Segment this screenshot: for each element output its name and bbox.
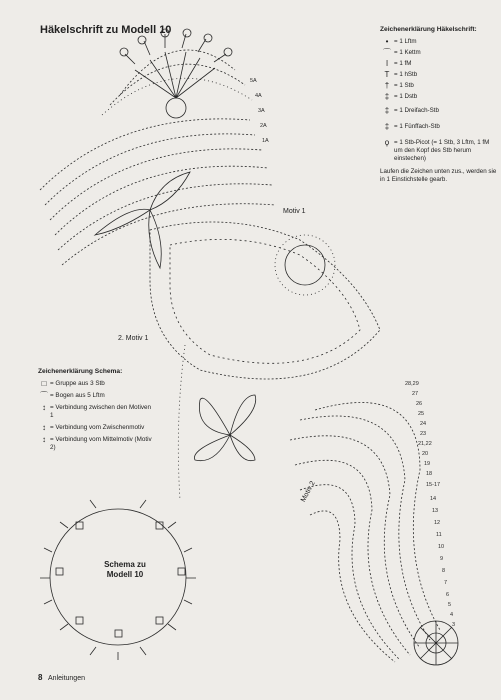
group-square-icon: □ — [41, 379, 47, 389]
legend-row — [380, 123, 498, 131]
round-label: 15-17 — [426, 482, 441, 488]
schema-legend-label: = Gruppe aus 3 Stb — [50, 380, 105, 388]
legend-label: = 1 fM — [394, 60, 412, 68]
round-label: 4 — [450, 612, 454, 618]
legend-row — [380, 93, 498, 101]
legend-row — [380, 107, 498, 115]
page-number: 8 — [38, 673, 43, 682]
schema-legend-row — [38, 380, 156, 388]
double-treble-icon: ‡ — [384, 92, 390, 102]
round-label: 7 — [444, 580, 448, 586]
legend-note: Laufen die Zeichen unten zus., werden sie in 1 Einstichstelle gearb. — [380, 168, 497, 184]
round-label: 20 — [422, 451, 429, 457]
legend-label: = 1 Fünffach-Stb — [394, 123, 440, 131]
round-label: 14 — [430, 496, 437, 502]
round-label: 10 — [438, 544, 445, 550]
schema-legend-label: = Verbindung vom Mittelmotiv (Motiv 2) — [50, 435, 152, 451]
page-footer — [38, 673, 85, 682]
single-crochet-icon: ǀ — [385, 59, 389, 69]
schema-legend-row — [38, 436, 156, 452]
legend-label: = 1 Kettm — [394, 49, 421, 57]
legend-row — [380, 38, 498, 46]
round-label: 5 — [448, 602, 452, 608]
butterfly-motif — [178, 345, 255, 500]
center-connection-icon: ↕ — [42, 434, 46, 444]
motiv-1-label: Motiv 1 — [283, 208, 306, 215]
round-label: 5A — [250, 78, 257, 84]
round-label: 3A — [258, 108, 265, 114]
intermediate-connection-icon: ↕ — [42, 422, 46, 432]
connection-arrow-icon: ↕ — [42, 403, 46, 413]
schema-legend-row — [38, 392, 156, 400]
legend-label: = 1 Dreifach-Stb — [394, 107, 439, 115]
round-label: 18 — [426, 471, 433, 477]
triple-treble-icon: ‡ — [384, 106, 390, 116]
leaf-band — [40, 119, 275, 265]
schema-title: Schema zu Modell 10 — [104, 560, 146, 579]
legend-row — [380, 60, 498, 68]
legend-row — [380, 71, 498, 79]
stitch-legend-title: Zeichenerklärung Häkelschrift: — [380, 26, 477, 33]
legend-label: = 1 hStb — [394, 71, 418, 79]
round-label: 9 — [440, 556, 444, 562]
round-label: 4A — [255, 93, 262, 99]
slip-stitch-icon: ⌒ — [383, 48, 391, 58]
round-label: 6 — [446, 592, 450, 598]
double-crochet-icon: † — [384, 81, 390, 91]
schema-legend-row — [38, 424, 156, 432]
round-label: 19 — [424, 461, 431, 467]
round-label: 3 — [452, 622, 456, 628]
schema-legend-label: = Verbindung zwischen den Motiven 1 — [50, 404, 151, 420]
schema-legend-label: = Verbindung vom Zwischenmotiv — [50, 423, 145, 431]
legend-row — [380, 139, 498, 162]
footer-text: Anleitungen — [48, 675, 85, 682]
schema-legend-title: Zeichenerklärung Schema: — [38, 368, 123, 375]
round-label: 11 — [436, 532, 442, 538]
round-label: 1A — [262, 138, 269, 144]
round-label: 27 — [412, 391, 419, 397]
schema-legend-label: = Bogen aus 5 Lftm — [50, 392, 105, 400]
arc-icon: ⌒ — [40, 391, 48, 401]
stitch-legend — [380, 26, 498, 184]
motiv-1-circle — [150, 222, 380, 379]
schema-legend — [38, 368, 156, 456]
round-label: 28,29 — [405, 381, 419, 387]
legend-label: = 1 Dstb — [394, 93, 418, 101]
round-label: 12 — [434, 520, 441, 526]
legend-label: = 1 Stb — [394, 82, 414, 90]
schema-legend-row — [38, 404, 156, 420]
legend-label: = 1 Lftm — [394, 38, 417, 46]
legend-row — [380, 82, 498, 90]
quintuple-treble-icon: ‡ — [384, 122, 390, 132]
half-double-icon: T — [384, 70, 390, 80]
motiv-2-label: Motiv 2 — [300, 480, 317, 504]
legend-row — [380, 49, 498, 57]
chain-stitch-icon: • — [385, 37, 389, 47]
leaf-shape — [95, 172, 190, 268]
round-label: 24 — [420, 421, 427, 427]
picot-icon: ϙ — [384, 138, 390, 148]
page-title: Häkelschrift zu Modell 10 — [40, 24, 172, 36]
round-label: 25 — [418, 411, 425, 417]
round-label: 21,22 — [418, 441, 432, 447]
round-label: 26 — [416, 401, 423, 407]
round-label: 2A — [260, 123, 267, 129]
round-label: 13 — [432, 508, 439, 514]
motiv-2-left-label: 2. Motiv 1 — [118, 335, 149, 342]
legend-label: = 1 Stb-Picot (= 1 Stb, 3 Lftm, 1 fM um den Kopf des Stb herum einstechen) — [394, 139, 490, 162]
schema-diagram — [40, 500, 196, 660]
top-flower-motif — [102, 29, 252, 118]
round-label: 23 — [420, 431, 427, 437]
round-label: 8 — [442, 568, 446, 574]
